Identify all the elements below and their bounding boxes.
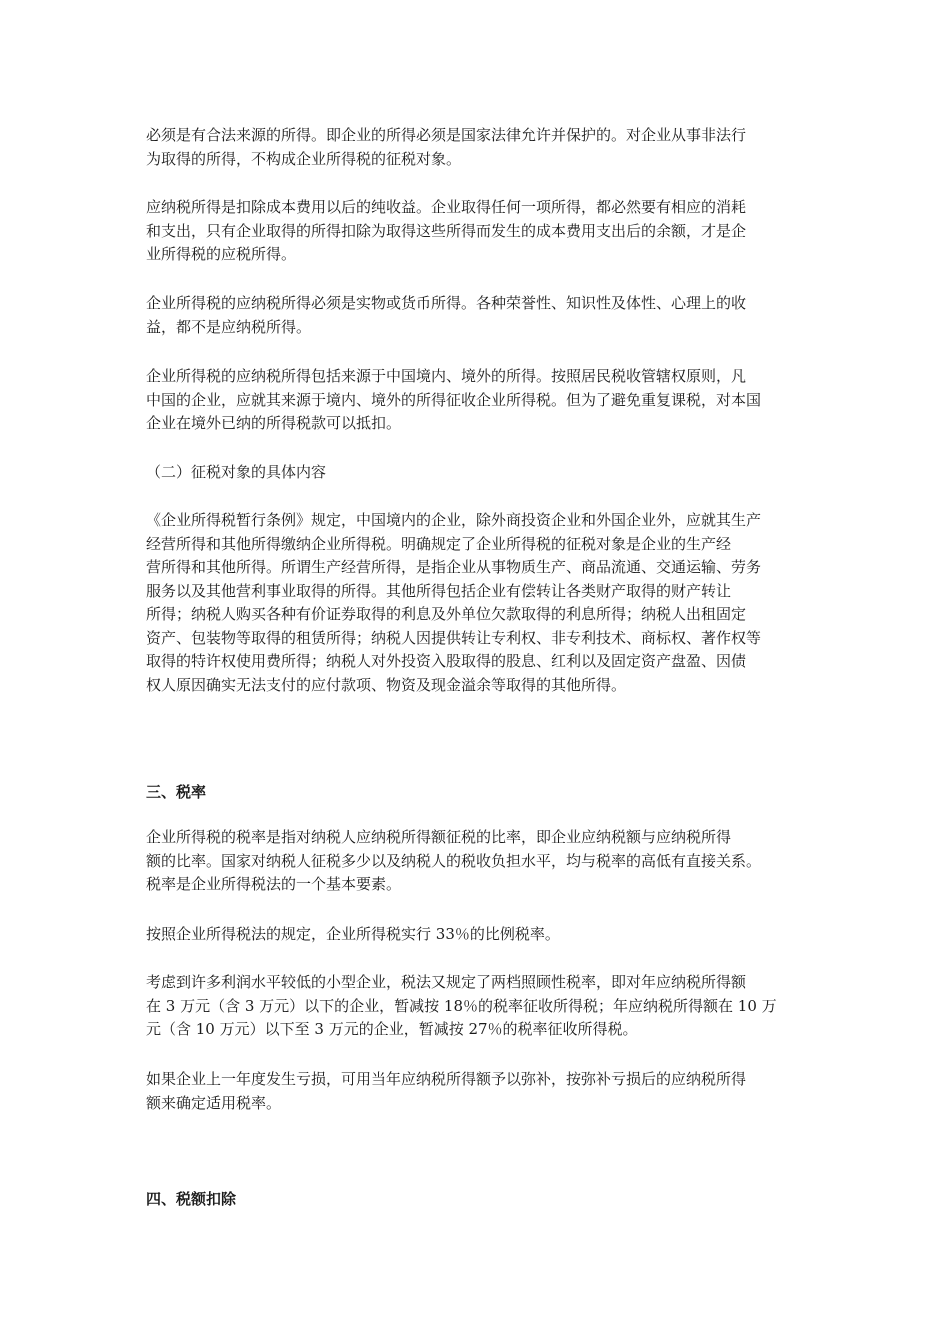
paragraph-net-income: 应纳税所得是扣除成本费用以后的纯收益。企业取得任何一项所得，都必然要有相应的消耗 和支出，只有企业取得的所得扣除为取得这些所得而发生的成本费用支出后的余额，才是企 业所得税的应税所得。: [146, 198, 747, 263]
section-heading-tax-deduction: 四、税额扣除: [146, 1190, 237, 1208]
section-heading-tax-rate: 三、税率: [146, 783, 207, 801]
paragraph-tax-rate-definition: 企业所得税的税率是指对纳税人应纳税所得额征税的比率，即企业应纳税额与应纳税所得 额的比率。国家对纳税人征税多少以及纳税人的税收负担水平，均与税率的高低有直接关系。 税率是企业所得税法的一个基本要素。: [146, 828, 762, 893]
paragraph-preferential-rates: 考虑到许多利润水平较低的小型企业，税法又规定了两档照顾性税率，即对年应纳税所得额 在 3 万元（含 3 万元）以下的企业，暂减按 18％的税率征收所得税；年应纳税所得额在 10 万 元（含 10 万元）以下至 3 万元的企业，暂减按 27％的税率征收所得税。: [146, 973, 777, 1038]
subheading-specific-content: （二）征税对象的具体内容: [146, 463, 327, 481]
paragraph-legal-source: 必须是有合法来源的所得。即企业的所得必须是国家法律允许并保护的。对企业从事非法行 为取得的所得，不构成企业所得税的征税对象。: [146, 126, 747, 168]
paragraph-loss-offset: 如果企业上一年度发生亏损，可用当年应纳税所得额予以弥补，按弥补亏损后的应纳税所得 额来确定适用税率。: [146, 1070, 747, 1112]
paragraph-domestic-foreign: 企业所得税的应纳税所得包括来源于中国境内、境外的所得。按照居民税收管辖权原则，凡 中国的企业，应就其来源于境内、境外的所得征收企业所得税。但为了避免重复课税，对本国 企业在境外已纳的所得税款可以抵扣。: [146, 367, 762, 432]
paragraph-proportional-rate: 按照企业所得税法的规定，企业所得税实行 33％的比例税率。: [146, 925, 560, 943]
paragraph-physical-income: 企业所得税的应纳税所得必须是实物或货币所得。各种荣誉性、知识性及体性、心理上的收 益，都不是应纳税所得。: [146, 294, 747, 336]
paragraph-regulation: 《企业所得税暂行条例》规定，中国境内的企业，除外商投资企业和外国企业外，应就其生产 经营所得和其他所得缴纳企业所得税。明确规定了企业所得税的征税对象是企业的生产经 营所得和其他所得。所谓生产经营所得，是指企业从事物质生产、商品流通、交通运输、劳务 服务以及其他营利事业取得的所得。其他所得包括企业有偿转让各类财产取得的财产转让 所得；纳税人购买各种有价证券取得的利息及外单位欠款取得的利息所得；纳税人出租固定 资产、包装物等取得的租赁所得；纳税人因提供转让专利权、非专利技术、商标权、著作权等 取得的特许权使用费所得；纳税人对外投资入股取得的股息、红利以及固定资产盘盈、因债 权人原因确实无法支付的应付款项、物资及现金溢余等取得的其他所得。: [146, 511, 762, 694]
